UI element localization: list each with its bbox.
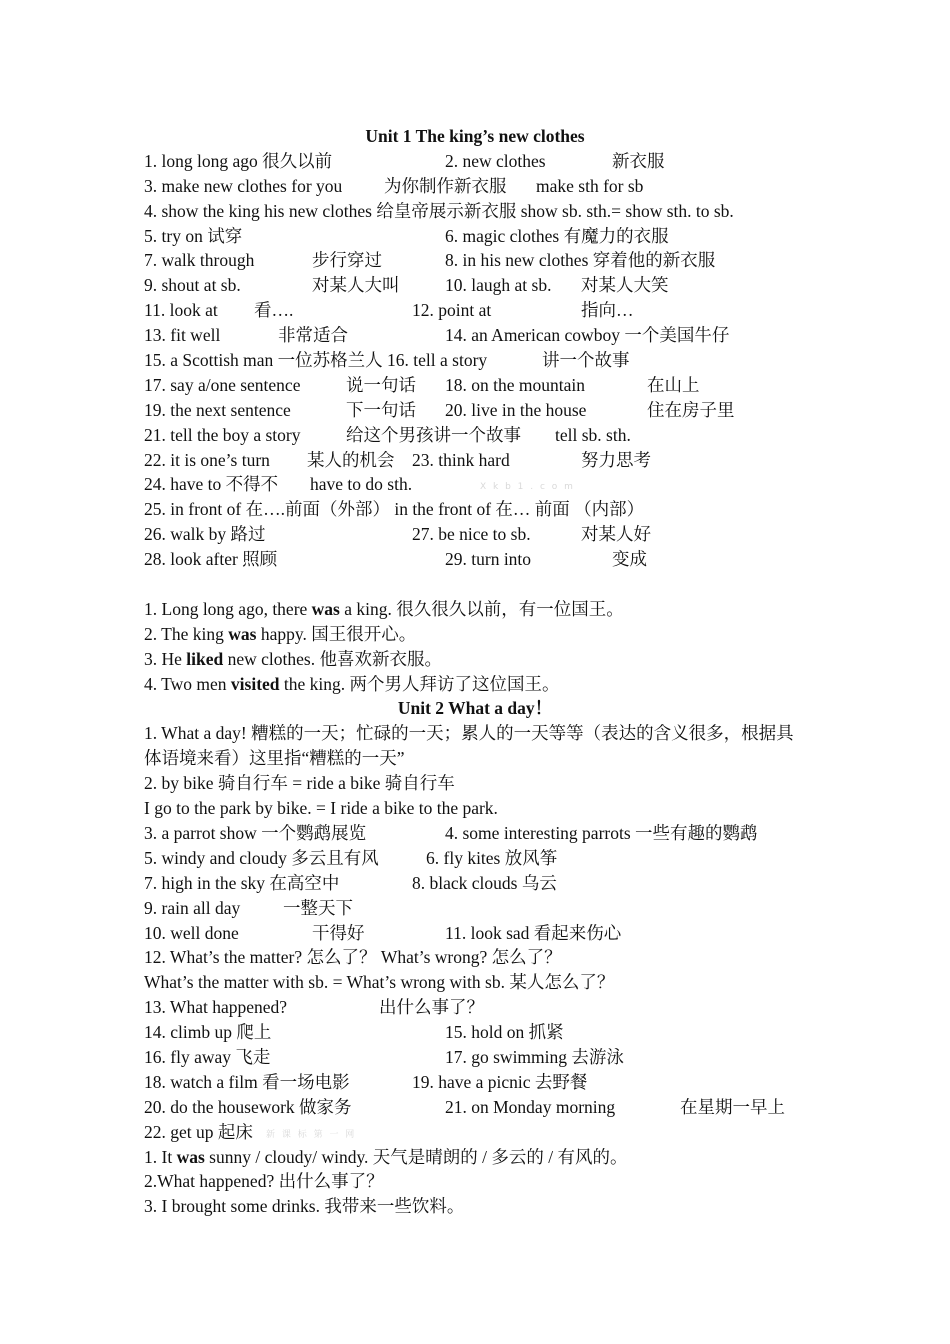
list-item: 20. do the housework 做家务 21. on Monday morning 在星期一早上: [144, 1096, 785, 1117]
watermark: X k b 1 . c o m: [480, 482, 575, 492]
list-item: 5. windy and cloudy 多云且有风 6. fly kites 放风筝: [144, 847, 558, 868]
example-sentence: 4. Two men visited the king. 两个男人拜访了这位国王。: [144, 673, 560, 694]
list-item: 5. try on 试穿 6. magic clothes 有魔力的衣服: [144, 225, 669, 246]
list-item: 19. the next sentence 下一句话 20. live in the house 住在房子里: [144, 399, 735, 420]
list-item: 12. What’s the matter? 怎么了？ What’s wrong? 怎么了？: [144, 947, 562, 968]
unit1-title: Unit 1 The king’s new clothes: [365, 126, 585, 146]
list-item: 13. fit well 非常适合 14. an American cowboy 一个美国牛仔: [144, 325, 730, 346]
list-item: 15. a Scottish man 一位苏格兰人 16. tell a story 讲一个故事: [144, 350, 630, 371]
list-item: 3. a parrot show 一个鹦鹉展览 4. some interesting parrots 一些有趣的鹦鹉: [144, 822, 758, 843]
list-item: 11. look at 看…. 12. point at 指向…: [144, 300, 634, 321]
list-item: 9. shout at sb. 对某人大叫 10. laugh at sb. 对某人大笑: [144, 275, 669, 296]
list-item: 21. tell the boy a story 给这个男孩讲一个故事 tell sb. sth.: [144, 424, 631, 445]
list-item: 24. have to 不得不 have to do sth.: [144, 474, 413, 495]
list-item: 28. look after 照顾 29. turn into 变成: [144, 549, 647, 570]
list-item: 13. What happened? 出什么事了？: [144, 997, 484, 1018]
document-page: [144, 124, 824, 1219]
unit2-title: Unit 2 What a day！: [397, 698, 553, 719]
list-item: 1. What a day! 糟糕的一天；忙碌的一天；累人的一天等等（表达的含义很多，根据具体语境来看）这里指“糟糕的一天”: [144, 723, 794, 769]
list-item: What’s the matter with sb. = What’s wrong with sb. 某人怎么了？: [144, 972, 615, 993]
list-item: 25. in front of 在….前面（外部） in the front of 在… 前面 （内部）: [144, 499, 645, 520]
example-sentence: 2. The king was happy. 国王很开心。: [144, 623, 417, 644]
list-item: 26. walk by 路过 27. be nice to sb. 对某人好: [144, 524, 651, 545]
list-item: 3. make new clothes for you 为你制作新衣服 make sth for sb: [144, 175, 644, 196]
list-item: 9. rain all day 一整天下: [144, 897, 353, 918]
list-item: 1. long long ago 很久以前 2. new clothes 新衣服: [144, 150, 665, 171]
list-item: 14. climb up 爬上 15. hold on 抓紧: [144, 1022, 564, 1043]
list-item: I go to the park by bike. = I ride a bike to the park.: [144, 798, 498, 819]
watermark: 新 课 标 第 一 网: [266, 1130, 357, 1140]
list-item: 4. show the king his new clothes 给皇帝展示新衣服 show sb. sth.= show sth. to sb.: [144, 200, 734, 221]
list-item: 7. walk through 步行穿过 8. in his new clothes 穿着他的新衣服: [144, 250, 716, 271]
list-item: 17. say a/one sentence 说一句话 18. on the mountain 在山上: [144, 374, 700, 395]
example-sentence: 3. I brought some drinks. 我带来一些饮料。: [144, 1196, 465, 1217]
example-sentence: 2.What happened? 出什么事了？: [144, 1171, 384, 1192]
example-sentence: 1. It was sunny / cloudy/ windy. 天气是晴朗的 / 多云的 / 有风的。: [144, 1146, 628, 1167]
list-item: 10. well done 干得好 11. look sad 看起来伤心: [144, 922, 622, 943]
list-item: 16. fly away 飞走 17. go swimming 去游泳: [144, 1046, 624, 1067]
list-item: 22. it is one’s turn 某人的机会 23. think hard 努力思考: [144, 449, 651, 470]
list-item: 2. by bike 骑自行车 = ride a bike 骑自行车: [144, 773, 455, 794]
example-sentence: 3. He liked new clothes. 他喜欢新衣服。: [144, 648, 442, 669]
example-sentence: 1. Long long ago, there was a king. 很久很久以前，有一位国王。: [144, 598, 624, 619]
list-item: 18. watch a film 看一场电影 19. have a picnic 去野餐: [144, 1071, 588, 1092]
list-item: 7. high in the sky 在高空中 8. black clouds 乌云: [144, 872, 557, 893]
list-item: 22. get up 起床: [144, 1121, 253, 1142]
